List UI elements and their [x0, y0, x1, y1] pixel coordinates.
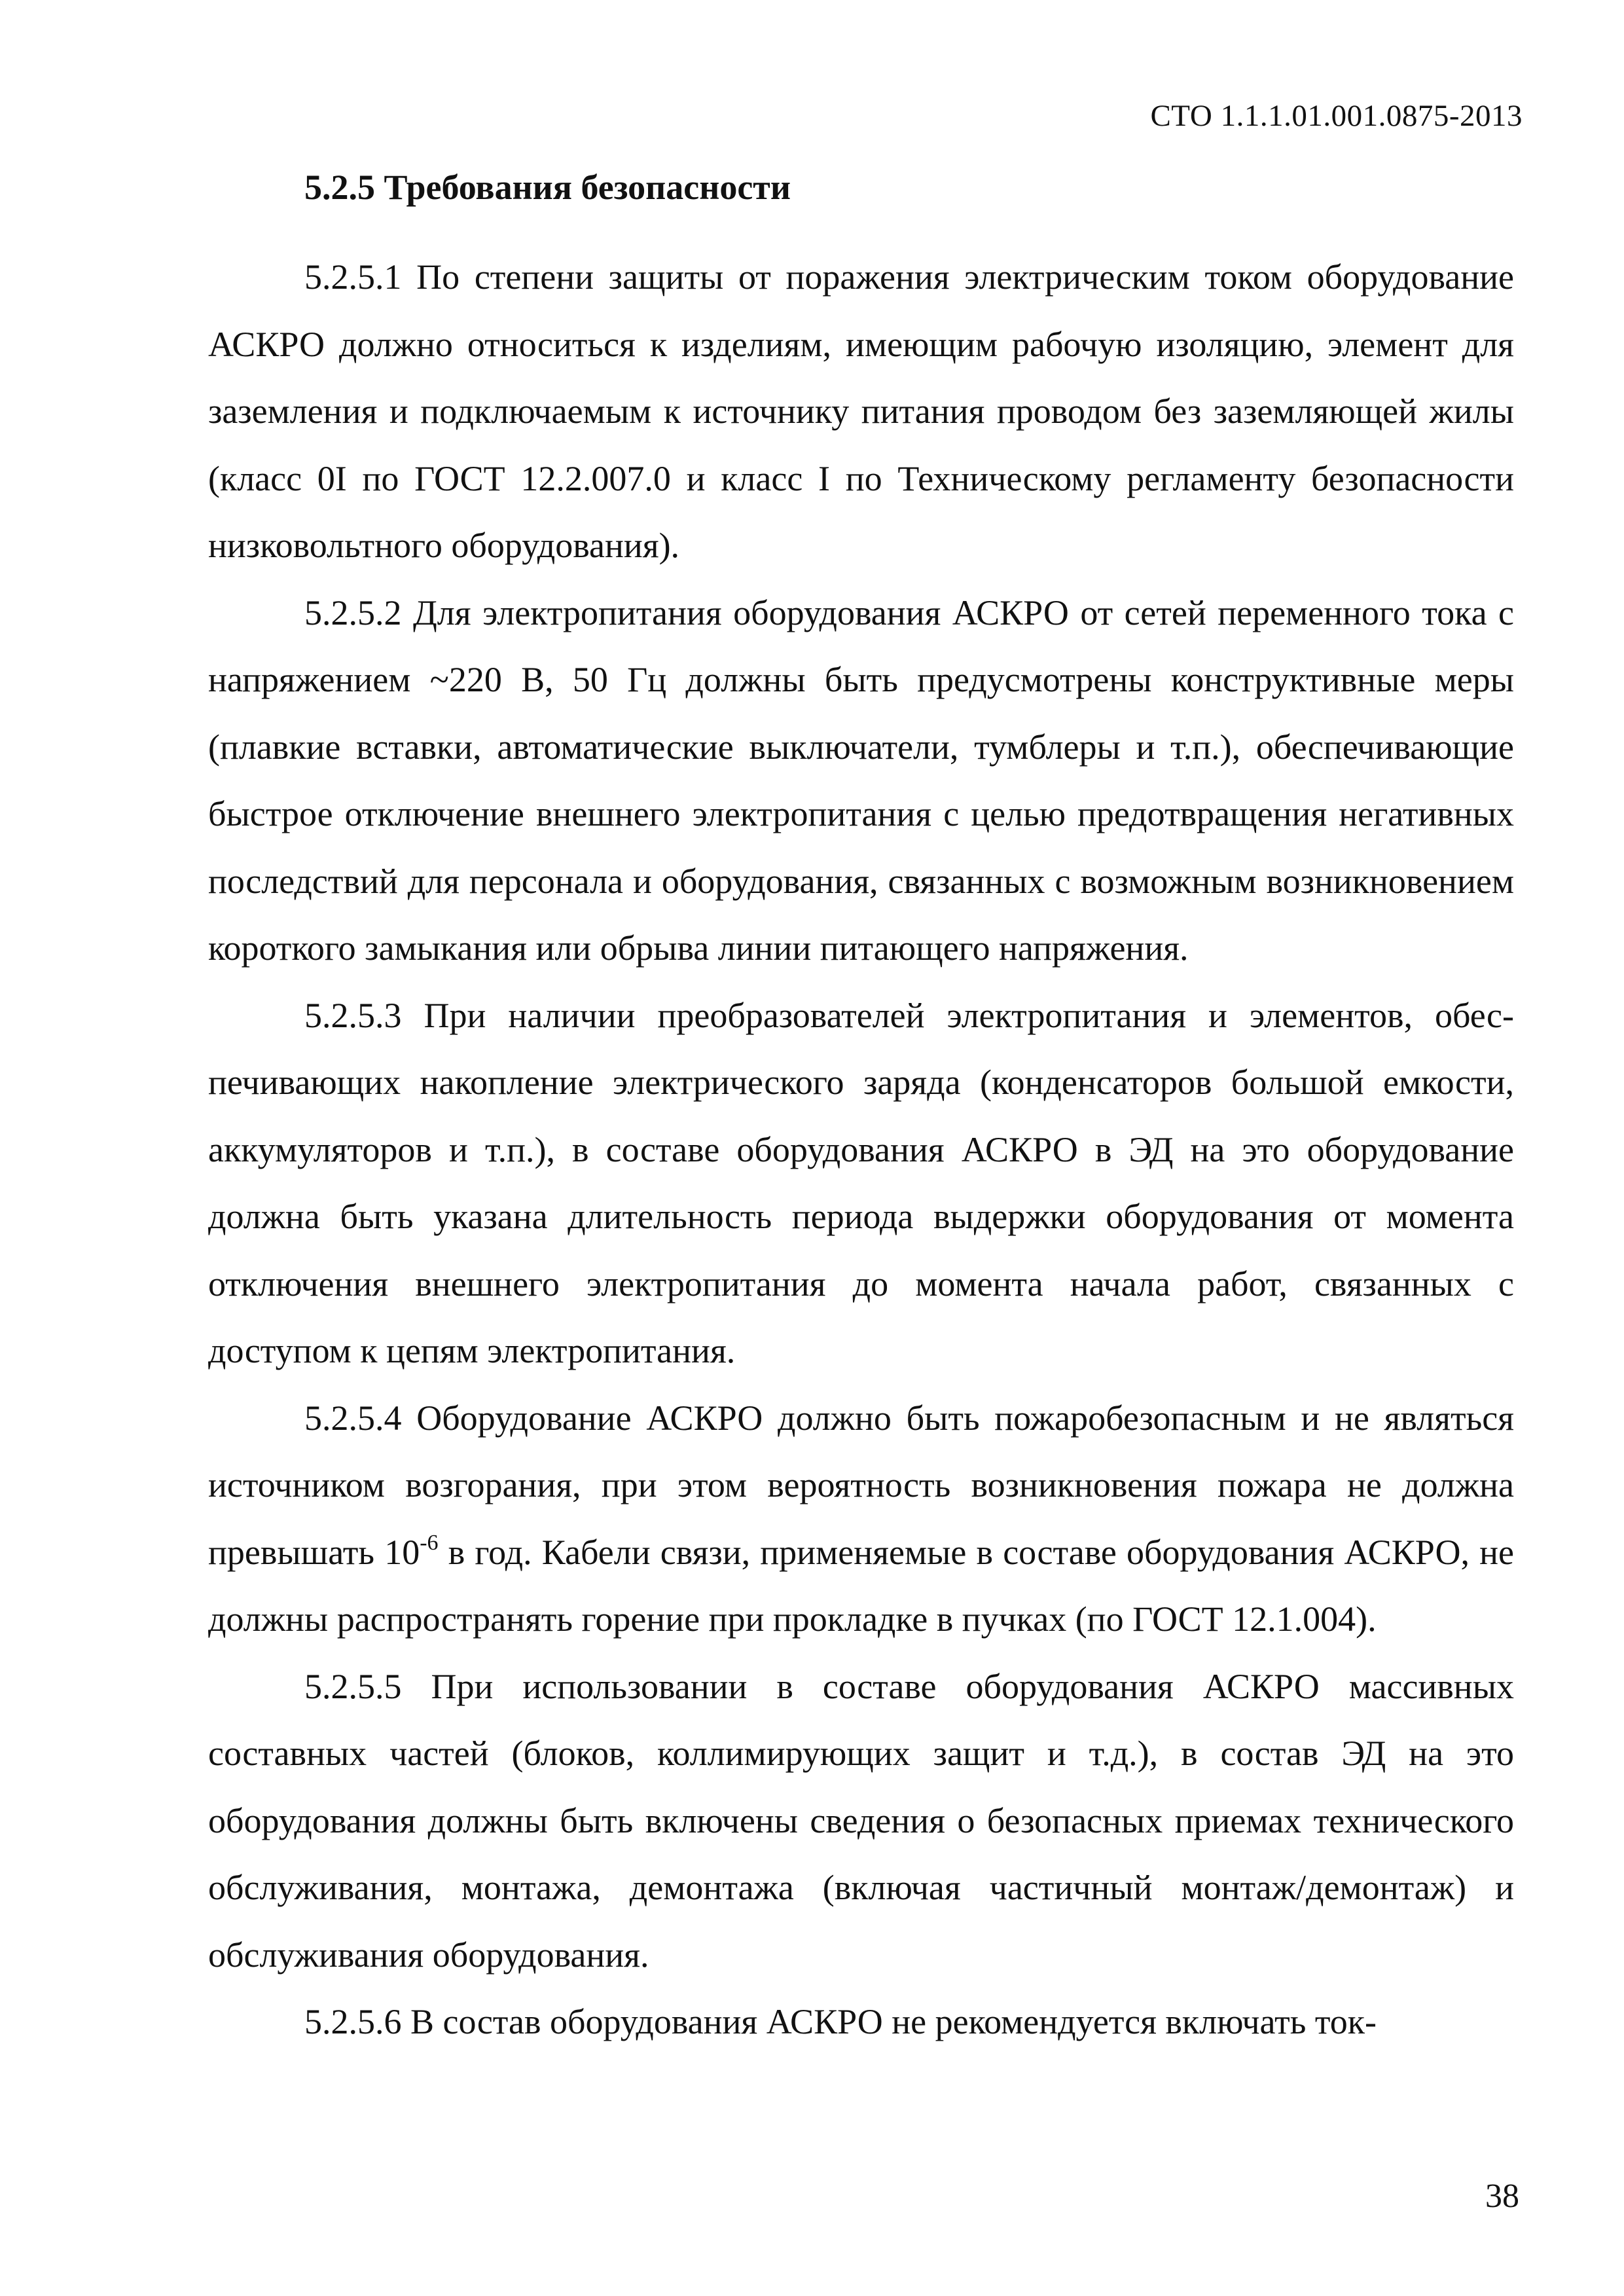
section-heading: 5.2.5 Требования безопасности: [304, 168, 791, 207]
paragraph-5-2-5-4: [208, 1385, 1514, 1653]
body-text: [208, 244, 1514, 2056]
document-code: СТО 1.1.1.01.001.0875-2013: [1150, 99, 1523, 133]
paragraph-5-2-5-4-text-start: 5.2.5.4 Оборудование АСКРО должно быть пожаробезопасным и не являться источником возгорания, при этом вероятность возникновения пожара не должна превышать 10: [208, 1398, 1514, 1572]
paragraph-5-2-5-5: 5.2.5.5 При использовании в составе оборудования АСКРО массивных составных частей (блоков, коллимирующих защит и т.д.), в состав ЭД на это оборудования должны быть включены сведения о безопасных приемах технического обслуживания, монтажа, демонтажа (включая частичный монтаж/демонтаж) и обслуживания оборудования.: [208, 1666, 1514, 1975]
paragraph-5-2-5-2: 5.2.5.2 Для электропитания оборудования АСКРО от сетей переменного тока с напряжением ~220 В, 50 Гц должны быть предусмотрены конструктивные меры (плавкие вставки, автоматические выключатели, тумблеры и т.п.), обеспечивающие быстрое отключение внешнего электропитания с целью предотвращения негативных последствий для персонала и оборудования, связанных с возможным возникновением короткого замыкания или обрыва линии питающего напряжения.: [208, 592, 1514, 968]
paragraph-5-2-5-3: 5.2.5.3 При наличии преобразователей электропитания и элементов, обеспечивающих накопление электрического заряда (конденсаторов большой емкости, аккумуляторов и т.п.), в составе оборудования АСКРО в ЭД на это оборудование должна быть указана длительность периода выдержки оборудования от момента отключения внешнего электропитания до момента начала работ, связанных с доступом к цепям электропитания.: [208, 995, 1514, 1370]
page-number: 38: [1485, 2178, 1519, 2215]
paragraph-5-2-5-4-text-end: в год. Кабели связи, применяемые в составе оборудования АСКРО, не должны распространять горение при прокладке в пучках (по ГОСТ 12.1.004).: [208, 1532, 1514, 1639]
paragraph-5-2-5-1: 5.2.5.1 По степени защиты от поражения электрическим током оборудование АСКРО должно относиться к изделиям, имеющим рабочую изоляцию, элемент для заземления и подключаемым к источнику питания проводом без заземляющей жилы (класс 0I по ГОСТ 12.2.007.0 и класс I по Техническому регламенту безопасности низковольтного оборудования).: [208, 257, 1514, 565]
paragraph-5-2-5-6: 5.2.5.6 В состав оборудования АСКРО не рекомендуется включать ток-: [304, 2002, 1377, 2041]
probability-exponent: -6: [420, 1530, 439, 1555]
